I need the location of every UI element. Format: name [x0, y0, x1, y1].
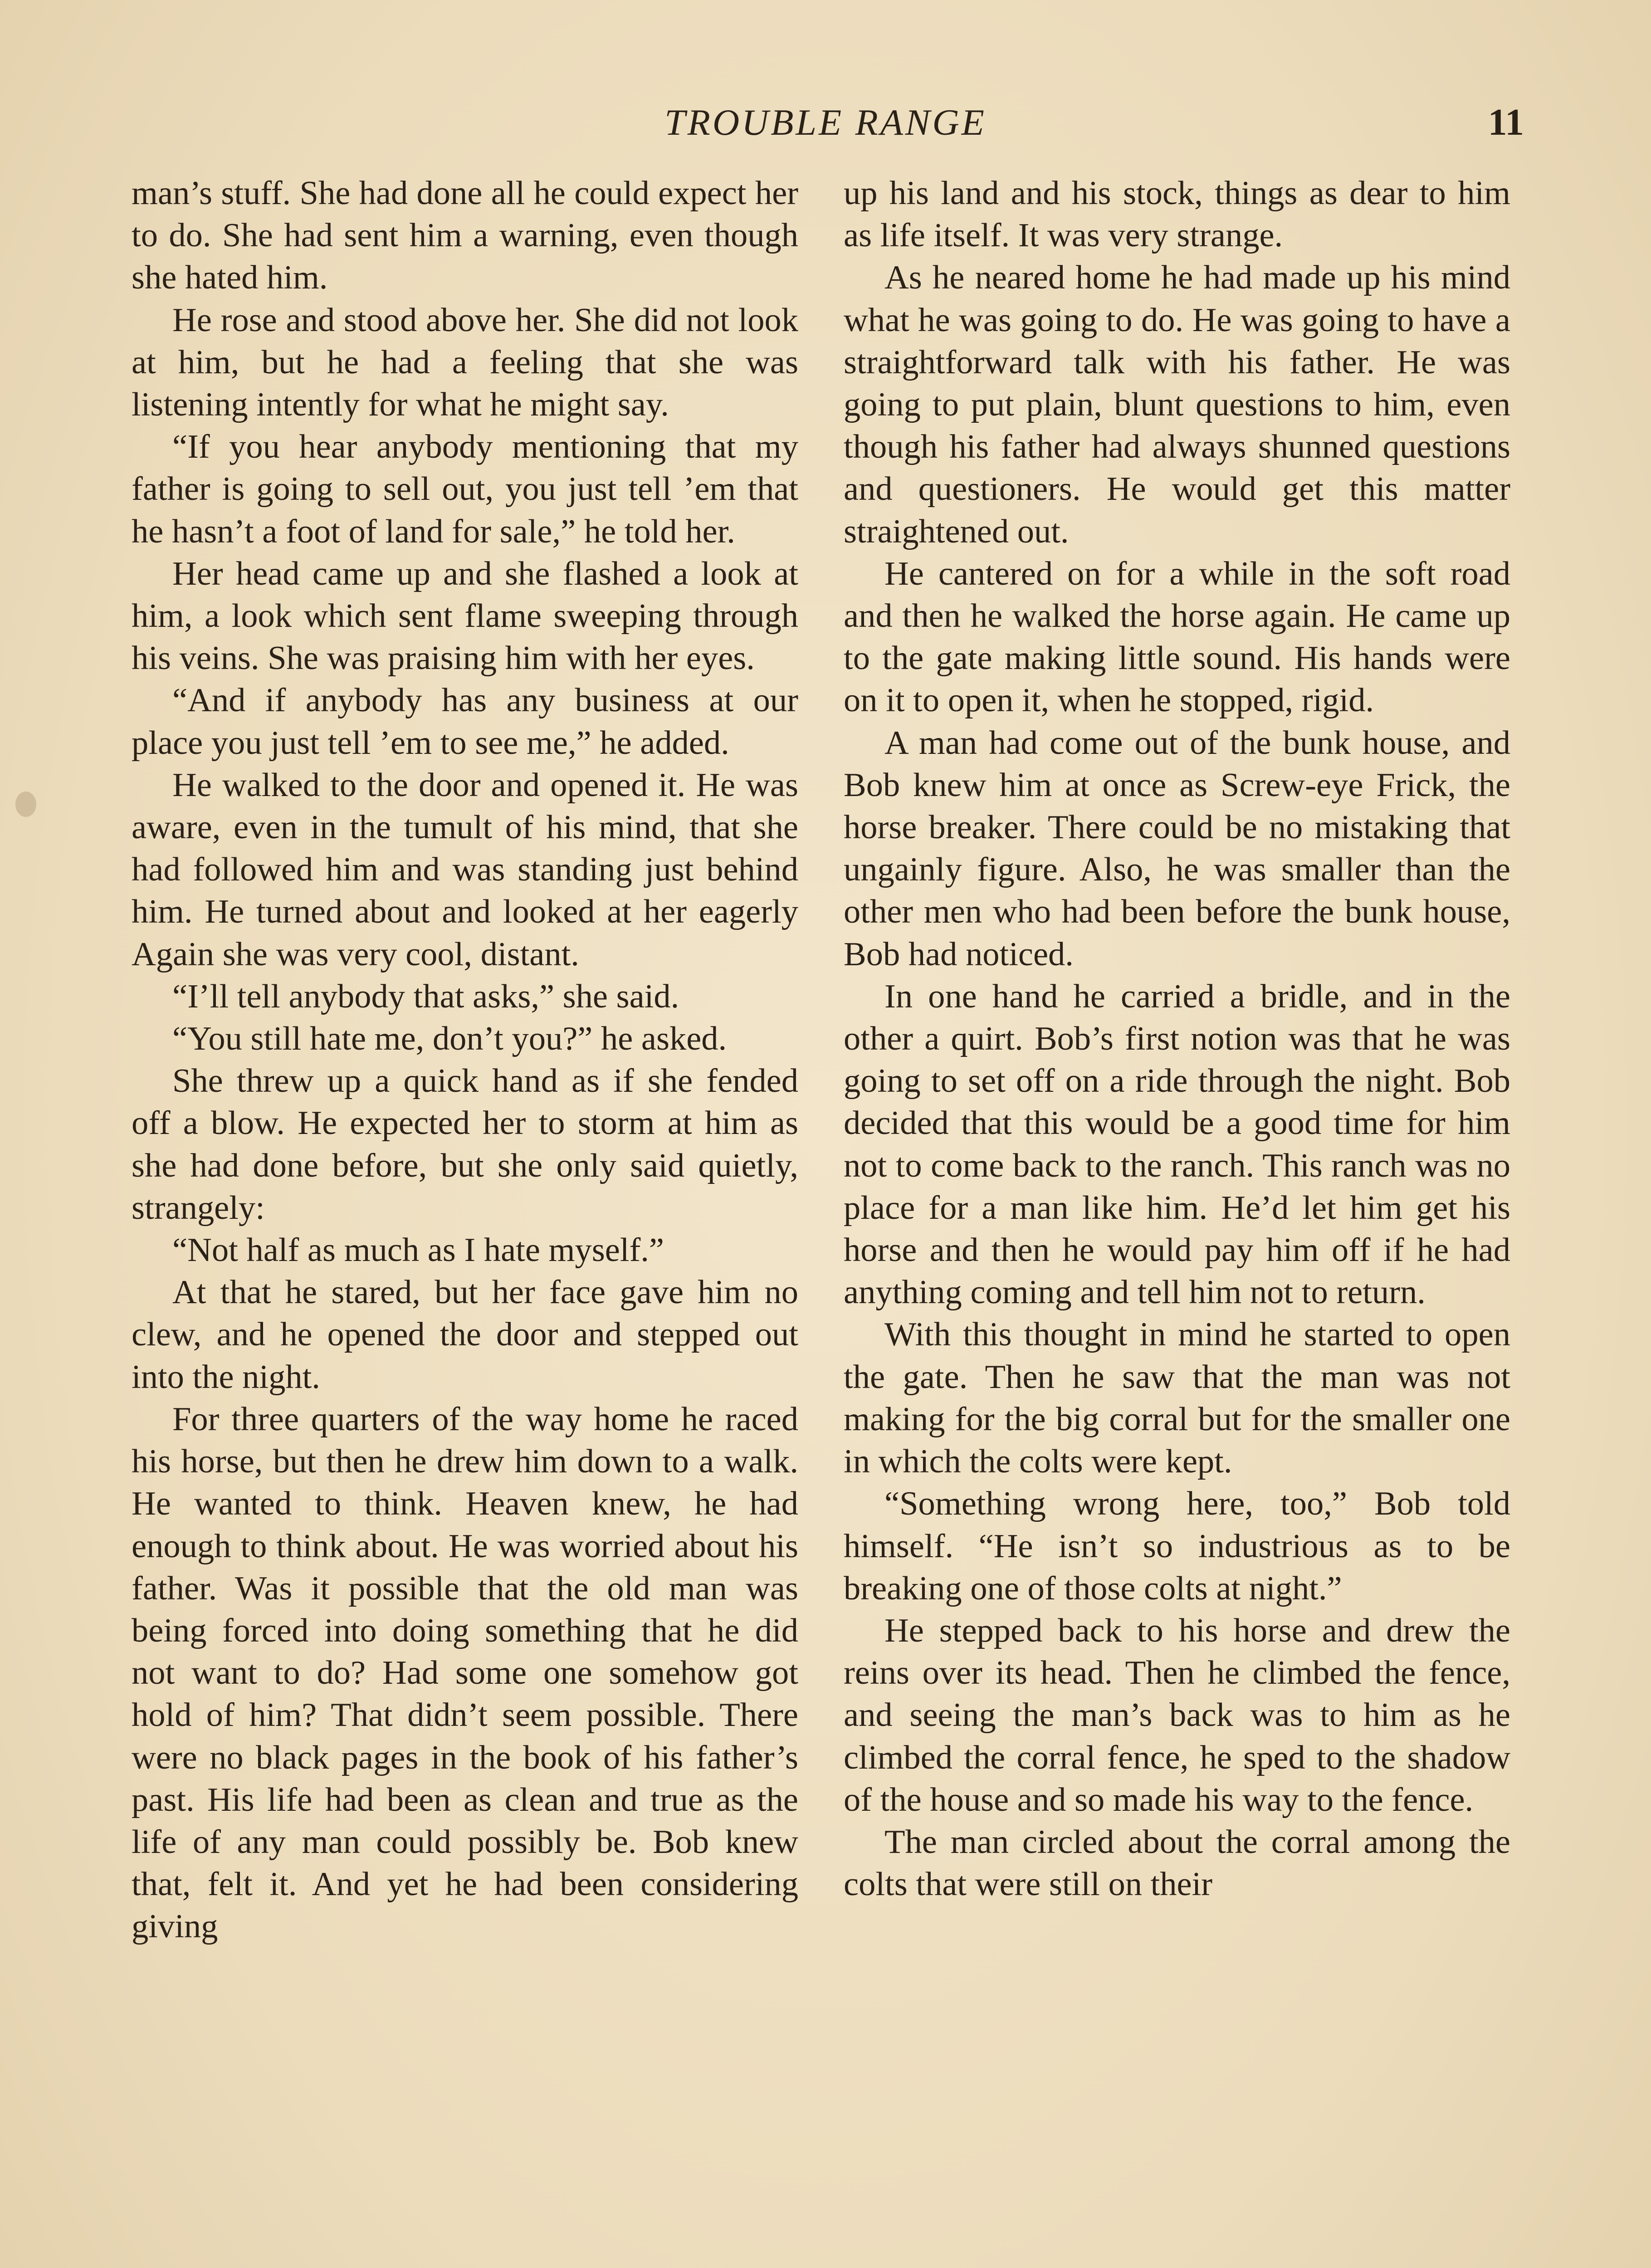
paragraph: up his land and his stock, things as dear to him as life itself. It was very strange. [844, 175, 1510, 254]
paragraph: “You still hate me, don’t you?” he asked. [172, 1020, 727, 1058]
page-number: 11 [1488, 101, 1524, 143]
paragraph: “Something wrong here, too,” Bob told himself. “He isn’t so industrious as to be breaking one of those colts at night.” [844, 1485, 1510, 1607]
paragraph: With this thought in mind he started to open the gate. Then he saw that the man was not making for the big corral but for the smaller one in which the colts were kept. [844, 1316, 1510, 1481]
paragraph: “And if anybody has any business at our place you just tell ’em to see me,” he added. [132, 682, 798, 762]
right-column [844, 172, 1510, 1906]
running-title: TROUBLE RANGE [664, 102, 987, 143]
paper-hole [15, 792, 36, 817]
paragraph: A man had come out of the bunk house, and Bob knew him at once as Screw-eye Frick, the horse breaker. There could be no mistaking that ungainly figure. Also, he was smaller than the other men who had been before the bunk house, Bob had noticed. [844, 724, 1510, 973]
page-header [127, 98, 1524, 147]
paragraph: “If you hear anybody mentioning that my father is going to sell out, you just tell ’em that he hasn’t a foot of land for sale,” he told her. [132, 428, 798, 550]
paragraph: He cantered on for a while in the soft road and then he walked the horse again. He came up to the gate making little sound. His hands were on it to open it, when he stopped, rigid. [844, 555, 1510, 719]
paragraph: She threw up a quick hand as if she fended off a blow. He expected her to storm at him as she had done before, but she only said quietly, strangely: [132, 1062, 798, 1227]
paragraph: “Not half as much as I hate myself.” [172, 1232, 664, 1269]
paragraph: For three quarters of the way home he raced his horse, but then he drew him down to a walk. He wanted to think. Heaven knew, he had enough to think about. He was worried about his father. Was it possible that the old man was being forced into doing something that he did not want to do? Had some one somehow got hold of him? That didn’t seem possible. There were no black pages in the book of his father’s past. His life had been as clean and true as the life of any man could possibly be. Bob knew that, felt it. And yet he had been considering giving [132, 1400, 798, 1945]
paragraph: He walked to the door and opened it. He was aware, even in the tumult of his mind, that she had followed him and was standing just behind him. He turned about and looked at her eagerly Again she was very cool, distant. [132, 766, 798, 973]
paragraph: “I’ll tell anybody that asks,” she said. [172, 978, 679, 1015]
paragraph: At that he stared, but her face gave him no clew, and he opened the door and stepped out into the night. [132, 1274, 798, 1396]
left-column [132, 172, 798, 1948]
paragraph: Her head came up and she flashed a look at him, a look which sent flame sweeping through his veins. She was praising him with her eyes. [132, 555, 798, 677]
paragraph: man’s stuff. She had done all he could expect her to do. She had sent him a warning, even though she hated him. [132, 175, 798, 297]
paragraph: He stepped back to his horse and drew the reins over its head. Then he climbed the fence, and seeing the man’s back was to him as he climbed the corral fence, he sped to the shadow of the house and so made his way to the fence. [844, 1612, 1510, 1818]
paragraph: He rose and stood above her. She did not look at him, but he had a feeling that she was listening intently for what he might say. [132, 301, 798, 424]
paragraph: The man circled about the corral among the colts that were still on their [844, 1823, 1510, 1903]
paragraph: In one hand he carried a bridle, and in the other a quirt. Bob’s first notion was that he was going to set off on a ride through the night. Bob decided that this would be a good time for him not to come back to the ranch. This ranch was no place for a man like him. He’d let him get his horse and then he would pay him off if he had anything coming and tell him not to return. [844, 978, 1510, 1311]
paragraph: As he neared home he had made up his mind what he was going to do. He was going to have a straightforward talk with his father. He was going to put plain, blunt questions to him, even though his father had always shunned questions and questioners. He would get this matter straightened out. [844, 259, 1510, 550]
